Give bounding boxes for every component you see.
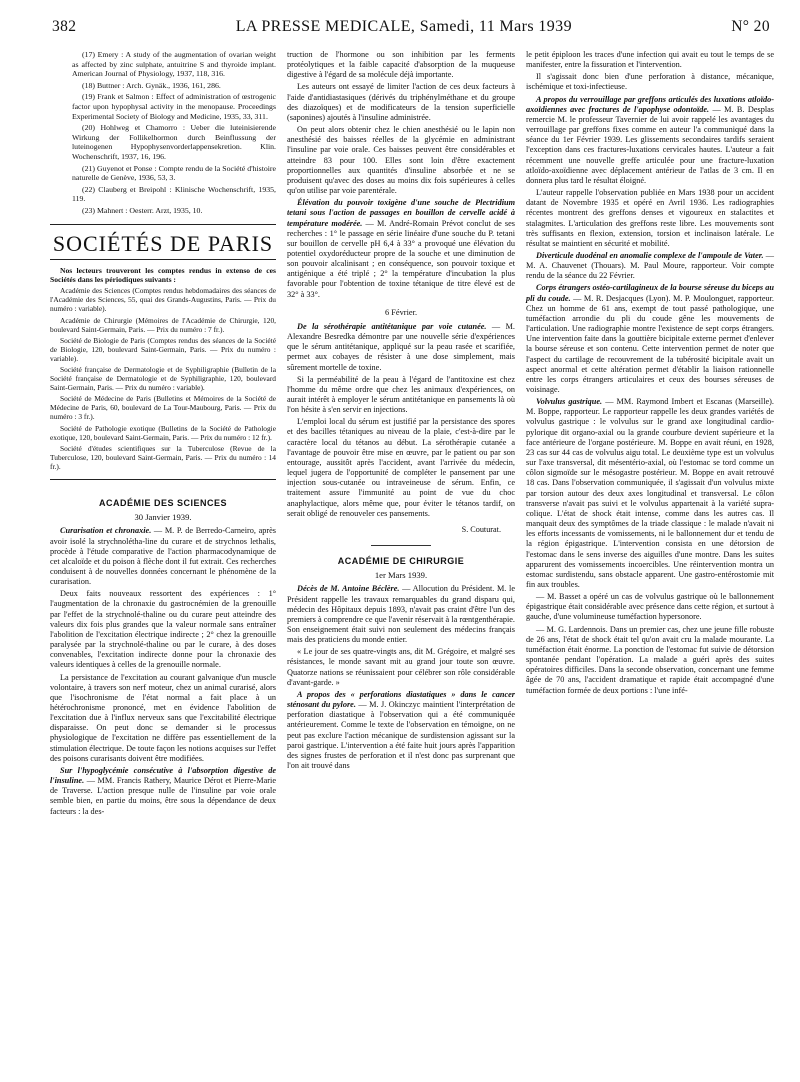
article-paragraph (287, 198, 515, 300)
session-date: 6 Février. (384, 307, 418, 317)
journal-title: LA PRESSE MEDICALE, Samedi, 11 Mars 1939 (235, 18, 572, 35)
article-heading: Diverticule duodénal en anomalie complexe de l'ampoule de Vater. (536, 250, 764, 260)
article-text: — M. A. Chauvenet (Thouars). M. Paul Moure, rapporteur. Voir compte rendu de la séance du 22 Février. (526, 250, 774, 281)
article-paragraph (526, 251, 774, 281)
article-heading: Décès de M. Antoine Béclère. (297, 584, 400, 594)
intro-text: Nos lecteurs trouveront les comptes rendus in extenso de ces Sociétés dans les périodiques suivants : (50, 265, 276, 284)
article-heading: Corps étrangers ostéo-cartilagineux de la bourse séreuse du biceps au pli du coude. (526, 283, 774, 303)
article-paragraph (50, 526, 276, 587)
society-item: Académie des Sciences (Comptes rendus hebdomadaires des séances de l'Académie des Sciences, 55, quai des Grands-Augustins, Paris. — Prix du numéro : variable). (50, 286, 276, 314)
reference-item: (17) Emery : A study of the augmentation of ovarian weight as affected by zinc sulphate, antuitrine S and thyroide implant. American Journal of Physiology, 1937, 118, 316. (72, 50, 276, 79)
reference-item: (18) Buttner : Arch. Gynäk., 1936, 161, 286. (82, 80, 221, 90)
article-paragraph (526, 283, 774, 395)
session-date: 1er Mars 1939. (374, 570, 428, 581)
article-paragraph (287, 690, 515, 771)
article-heading: Élévation du pouvoir toxigène d'une souche de Plectridium tetani sous l'action de passages en bouillon de cervelle acidé à température modérée. (287, 198, 515, 228)
reference-item: (21) Guyenot et Ponse : Compte rendu de la Société d'histoire naturelle de Genève, 1936, 53, 3. (72, 163, 276, 183)
page-header (52, 18, 770, 44)
article-text: — M. Alexandre Besredka démontre par une nouvelle série d'expériences que le sérum antitétanique, appliqué sur la peau rasée et scarifiée, permet aux cobayes de résister à une dose simplement, mais sûrement mortelle de toxine. (287, 321, 515, 372)
article-text: — M. André-Romain Prévot conclut de ses recherches : 1° le passage en série linéaire d'une souche du P. tetani sur bouillon de cervelle pH 6,4 à 33° a provoqué une élévation du potentiel oxydoréducteur propre de la souche et une diminution de son pouvoir alcalinisant ; en conséquence, son pouvoir toxique et antigénique a été triplé ; 2° la température d'incubation la plus favorable pour l'obtention de toxine tétanique de titre élevé est de 32° à 33°. (287, 218, 516, 299)
divider (50, 479, 276, 480)
author-signature: S. Couturat. (461, 524, 501, 534)
article-paragraph: Les auteurs ont essayé de limiter l'action de ces deux facteurs à l'aide d'antidiastasiques (dérivés du triphénylméthane et du groupe des diazoïques) et de modificateurs de la tension superficielle (saponines) ajoutés à l'insuline administrée. (287, 82, 515, 122)
article-heading: Curarisation et chronaxie. (60, 526, 152, 536)
society-item: Académie de Chirurgie (Mémoires de l'Académie de Chirurgie, 120, boulevard Saint-Germain, Paris. — Prix du numéro : 7 fr.). (50, 315, 276, 334)
article-text: — M. R. Desjacques (Lyon). M. P. Moulonguet, rapporteur. Chez un homme de 61 ans, exempt de tout passé pathologique, une tuméfaction arrondie du pli du coude gêne les mouvements de l'articulation. Une radiographie montre l'existence de sept corps étrangers. Une intervention faite dans la gouttière bicipitale externe permet d'enlever la bourse séreuse et son contenu. Cette intervention permet de noter que l'aspect du cartilage de recouvrement de la tubérosité bicipitale avait un aspect anormal et cette altération permet d'établir la liaison rationnelle entre les corps étrangers articulaires et ceux des bourses séreuses de voisinage. (526, 293, 774, 394)
article-text: — MM. Francis Rathery, Maurice Dérot et Pierre-Marie de Traverse. L'action presque nulle de l'insuline par voie orale semble bien, en partie du moins, être sous la dépendance de deux facteurs : la des- (50, 776, 276, 816)
article-text: — MM. Raymond Imbert et Escanas (Marseille). M. Boppe, rapporteur. Le rapporteur rappelle les deux grandes variétés de volvulus gastrique : le volvulus sur le grand axe longitudinal cardio-pylorique dit organo-axial ou la grande courbure devient supérieure et la face antérieure de l'organe postérieure. M. Boppe en avait réuni, en 1928, 23 cas sur 44 cas de volvulus aigu total. Le deuxième type est un volvulus sur l'axe transversal, dit mésentério-axial, où l'estomac se tord comme un côlon sigmoïde sur le mésogastre postérieur. M. Boppe en avait retrouvé 18 cas. Dans l'observation communiquée, il s'agissait d'un volvulus mixte par torsion autour des deux axes longitudinal et transversal. Le côlon transverse n'avait pas suivi et le volvulus appartenait à la variété supra-colique. L'état de shock était intense, comme dans les autres cas. Il manquait deux des symptômes de la triade classique : le malade n'avait ni les efforts incessants de vomissements, ni le ballonnement dur et tendu de la région épigastrique. L'intervention consista en une détorsion de l'estomac dans le sens inverse des aiguilles d'une montre. Dans les suites apparurent des vomissements incoercibles. Une réintervention montra un estomac surdistendu, sans obstacle apparent. Une gastro-entérostomie mit fin aux troubles. (526, 397, 774, 589)
reference-item: (20) Hohlweg et Chamorro : Ueber die luteinisierende Wirkung der Follikelhormon durch Beinflussung der luteinogenen Hypophysenvorderlappensekretion. Klin. Wochenschrift, 1937, 16, 196. (72, 123, 276, 161)
article-text: — M. J. Okinczyc maintient l'interprétation de perforation diastatique à l'observation qui a été communiquée antérieurement. Comme le texte de l'observation en témoigne, on ne peut pas exclure l'action mécanique de surdistension agissant sur la paroi gastrique. L'intervention a été faite huit jours après l'apparition des signes frustes de perforation et il n'est donc pas surprenant que l'on ait trouvé dans (287, 700, 515, 770)
article-paragraph: On peut alors obtenir chez le chien anesthésié ou le lapin non anesthésié des baisses réelles de la glycémie en administrant l'insuline par voie orale. Ces baisses peuvent être considérables et atteindre 83 pour 100. Elles sont loin d'être exactement proportionnelles aux quantités d'insuline absorbée et ne se produisent qu'avec des doses au moins dix fois supérieures à celles qu'on utilise par voie parentérale. (287, 125, 515, 196)
article-paragraph (526, 397, 774, 590)
article-heading: A propos du verrouillage par greffons articulés des luxations atloïdo-axoïdiennes avec fractures de l'apophyse odontoïde. (526, 94, 774, 114)
society-item: Société de Pathologie exotique (Bulletins de la Société de Pathologie exotique, 120, boulevard Saint-Germain, Paris. — Prix du numéro : 12 fr.). (50, 423, 276, 442)
article-paragraph: Il s'agissait donc bien d'une perforation à distance, mécanique, ischémique et toxi-infectieuse. (526, 72, 774, 92)
society-item: Société de Médecine de Paris (Bulletins et Mémoires de la Société de Médecine de Paris, 60, boulevard de La Tour-Maubourg, Paris. — Prix du numéro : 3 fr.). (50, 394, 276, 422)
society-item: Société d'études scientifiques sur la Tuberculose (Revue de la Tuberculose, 120, boulevard Saint-Germain, Paris. — Prix du numéro : 14 fr.). (50, 443, 276, 471)
article-paragraph: truction de l'hormone ou son inhibition par les ferments protéolytiques et la faible capacité d'absorption de la muqueuse digestive à l'égard de sa molécule déjà importante. (287, 50, 515, 80)
reference-item: (23) Mahnert : Oesterr. Arzt, 1935, 10. (82, 205, 203, 215)
article-paragraph: Deux faits nouveaux ressortent des expériences : 1° l'augmentation de la chronaxie du gastrocnémien de la grenouille par l'effet de la strychnolé-thaline ou du curare peut atteindre des valeurs dix fois plus grandes que la valeur normale sans entraîner l'abolition de l'excitation électrique indirecte ; 2° chez la grenouille paralysée par la strychnolé-thaline ou par le curare, à des doses convenables, l'excitation indirecte donne pour la chronaxie des valeurs identiques à celles de la grenouille normale. (50, 589, 276, 670)
article-text: — M. P. de Berredo-Carneiro, après avoir isolé la strychnolétha-line du curare et de strychnos lethalis, procède à l'étude comparative de l'action pharmacodynamique de cet alcaloïde et du poison à flèche dont il fut extrait. Ces recherches conduisent à de nouvelles données concernant le phénomène de la curarisation. (50, 526, 276, 587)
divider (50, 224, 276, 225)
article-heading: Volvulus gastrique. (536, 397, 603, 407)
issue-number: N° 20 (731, 18, 770, 35)
article-paragraph: « Le jour de ses quatre-vingts ans, dit M. Grégoire, et malgré ses résistances, le monde savant mit au grand jour toute son œuvre. Quatorze nations se réunissaient pour célébrer son rôle considérable d'avant-garde. » (287, 647, 515, 687)
article-paragraph: L'auteur rappelle l'observation publiée en Mars 1938 pour un accident datant de Novembre 1935 et opéré en Avril 1936. Les radiographies récentes montrent des greffons denses et vigoureux en stalactites et stalagmites. L'articulation des greffons reste libre. Les mouvements sont très suffisants en flexion, extension, torsion et inclinaison latérale. Le résultat se maintient en sécurité et mobilité. (526, 188, 774, 248)
article-paragraph: — M. Basset a opéré un cas de volvulus gastrique où le ballonnement épigastrique était considérable avec présence dans cette région, et surtout à gauche, d'une volumineuse tuméfaction hypersonore. (526, 592, 774, 622)
article-heading: Sur l'hypoglycémie consécutive à l'absorption digestive de l'insuline. (50, 765, 276, 786)
page-number: 382 (52, 18, 77, 35)
article-paragraph: — M. G. Lardennois. Dans un premier cas, chez une jeune fille robuste de 26 ans, l'état de shock était tel qu'on avait cru la malade mourante. La tuméfaction était énorme. La ponction de l'estomac fut suivie de détorsion spontanée pendant l'opération. La malade a guéri après des suites opératoires difficiles. Dans la seconde observation, concernant une femme âgée de 70 ans, l'accident dramatique et rapide était accompagné d'une tuméfaction formée de deux portions : l'une infé- (526, 624, 774, 695)
reference-item: (19) Frank et Salmon : Effect of administration of œstrogenic factor upon hypophysal activity in the menopause. Proceedings Experimental Society of Biology and Medicine, 1935, 33, 311. (72, 92, 276, 121)
article-heading: De la sérothérapie antitétanique par voie cutanée. (297, 321, 487, 331)
reference-list (50, 50, 276, 216)
article-paragraph (50, 766, 276, 817)
column-1 (50, 50, 276, 819)
academie-sciences-heading: ACADÉMIE DES SCIENCES (98, 498, 228, 509)
society-item: Société de Biologie de Paris (Comptes rendus des séances de la Société de Biologie, 120, boulevard Saint-Germain, Paris. — Prix du numéro : variable). (50, 335, 276, 363)
section-title: SOCIÉTÉS DE PARIS (52, 230, 274, 256)
article-paragraph (526, 95, 774, 186)
article-heading: A propos des « perforations diastatiques » dans le cancer sténosant du pylore. (287, 689, 515, 710)
column-2 (287, 50, 515, 773)
article-text: — Allocution du Président. M. le Président rappelle les travaux remarquables du grand disparu qui, médecin des Hôpitaux depuis 1893, n'avait pas craint d'être l'un des premiers à comprendre ce que l'avenir réservait à la rœntgenthérapie. Son enseignement était suivi non seulement des médecins français mais des praticiens du monde entier. (287, 584, 515, 645)
academie-chirurgie-heading: ACADÉMIE DE CHIRURGIE (337, 556, 465, 567)
column-3 (526, 50, 774, 698)
article-paragraph: Si la perméabilité de la peau à l'égard de l'antitoxine est chez l'homme du même ordre que chez les animaux d'expériences, on aurait intérêt à employer le sérum antitétanique en pansements là où l'on hésite à s'en servir en injections. (287, 374, 515, 415)
article-paragraph (287, 584, 515, 645)
article-paragraph: le petit épiploon les traces d'une infection qui avait eu tout le temps de se manifester, entre la fissuration et l'intervention. (526, 50, 774, 70)
divider (50, 259, 276, 260)
reference-item: (22) Clauberg et Breipohl : Klinische Wochenschrift, 1935, 119. (72, 184, 276, 204)
article-paragraph: La persistance de l'excitation au courant galvanique d'un muscle volontaire, à travers son nerf moteur, chez un animal curarisé, alors que l'isochronisme de l'état normal a fait place à un hétérochronisme prononcé, met en évidence l'abolition de l'excitation due à l'influx nerveux sans que l'excitabilité électrique disparaisse. On peut donc se demander si le processus physiologique de l'excitation ne diffère pas essentiellement de la stimulation électrique. De toute façon les notions acquises sur l'effet des poisons curarisants doivent être modifiées. (50, 672, 276, 763)
divider (371, 545, 431, 546)
society-item: Société française de Dermatologie et de Syphiligraphie (Bulletin de la Société française de Dermatologie et de Syphiligraphie, 120, boulevard Saint-Germain, Paris. — Prix du numéro : variable). (50, 365, 276, 393)
article-paragraph (287, 322, 515, 373)
article-paragraph: L'emploi local du sérum est justifié par la persistance des spores et des bacilles tétaniques au niveau de la plaie, c'est-à-dire par le caractère local du tétanos au début. La sérothérapie cutanée a l'avantage de pouvoir être mise en œuvre, par le patient ou par son entourage, aussitôt après l'accident, avant l'arrivée du médecin, lequel jugera de l'opportunité de compléter le pansement par une injection sous-cutanée ou intraveineuse de sérum. Enfin, ce traitement assure l'immunité au point de vue du choc anaphylactique, alors même que, pour éviter le tétanos tardif, on serait obligé de renouveler ces pansements. (287, 417, 515, 518)
article-text: — M. B. Desplas remercie M. le professeur Tavernier de lui avoir rappelé les avantages du verrouillage par greffons fixes comme en auteur l'a communiqué dans la séance du 1er Février 1939. Les glissements secondaires tardifs seraient l'exception dans ces fractures-luxations cervicales hautes. L'auteur a fait récemment une nouvelle greffe articulée pour une fracture-luxation atloïdo-axoïdienne avec déplacement antérieur de l'atlas de 3 cm. Il en donnera plus tard le résultat éloigné. (526, 104, 774, 185)
session-date: 30 Janvier 1939. (134, 512, 192, 523)
